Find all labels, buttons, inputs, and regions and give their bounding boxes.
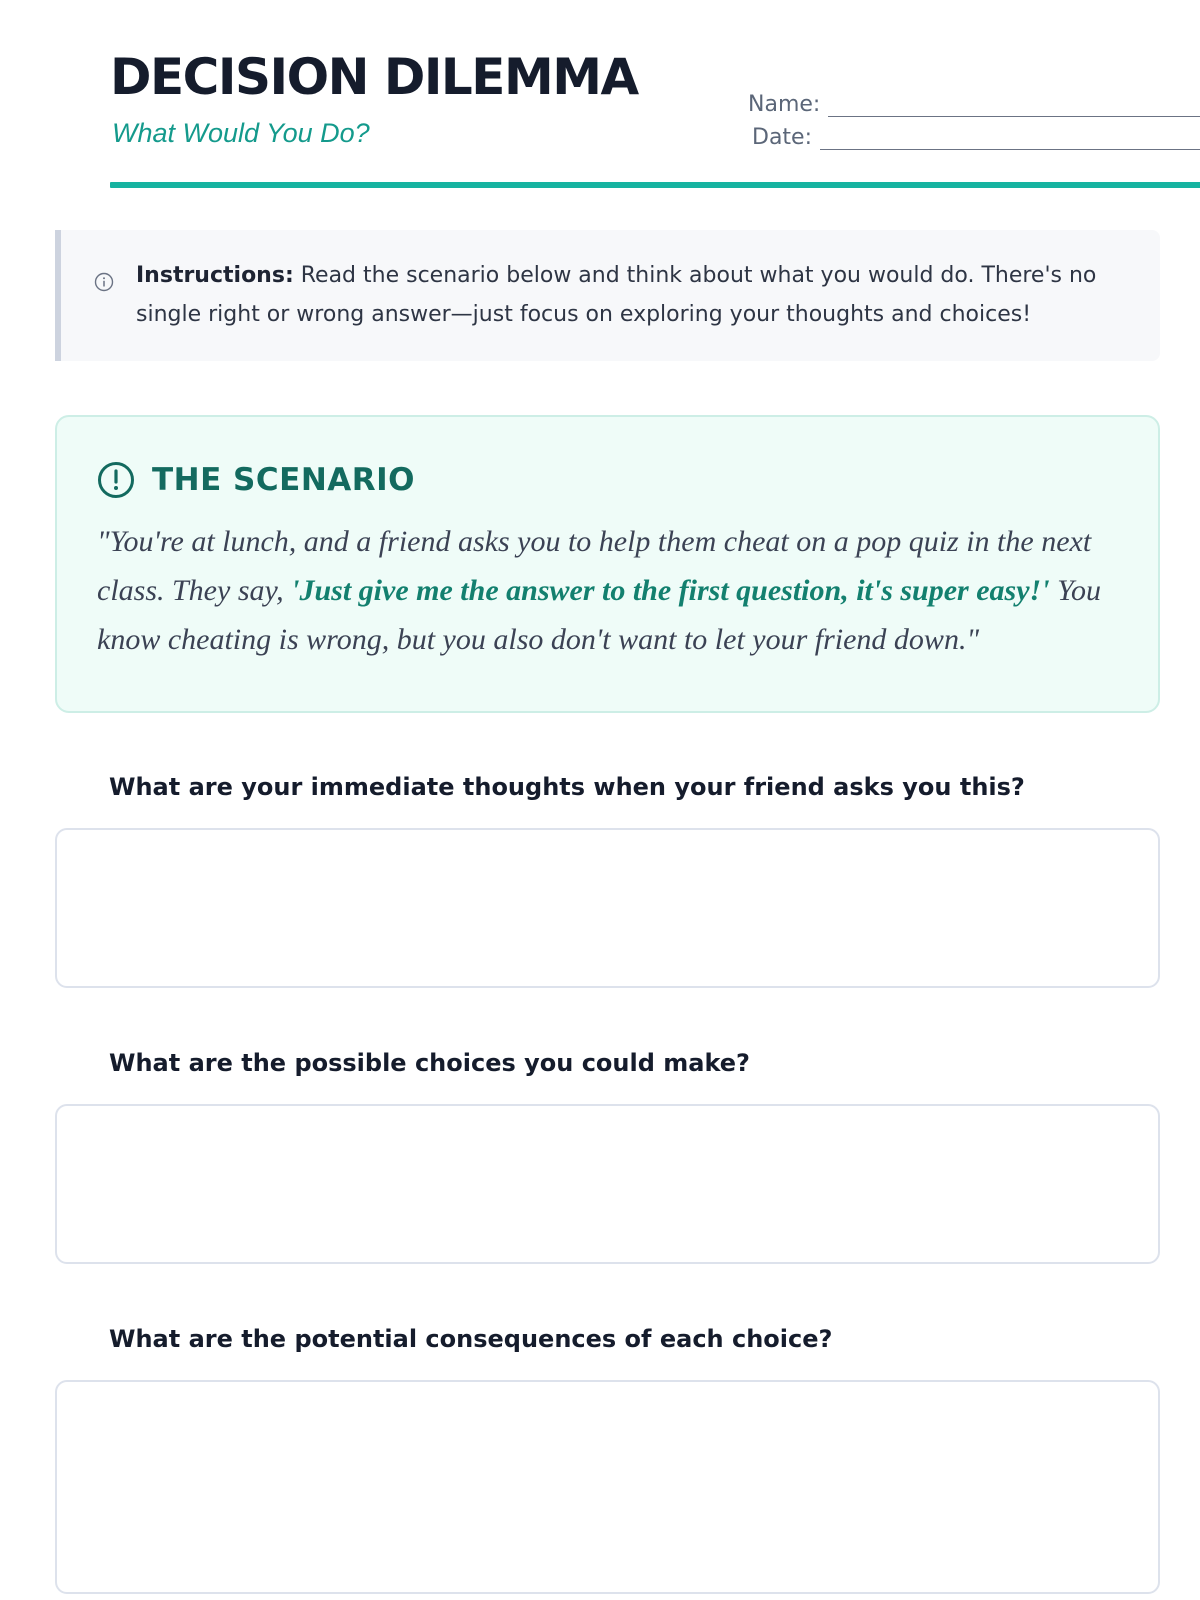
header-divider [110,182,1200,188]
question-3-answer-box[interactable] [55,1380,1160,1594]
date-field[interactable] [752,125,1200,150]
scenario-quote: 'Just give me the answer to the first question, it's super easy!' [291,574,1050,607]
question-3-prompt: What are the potential consequences of each choice? [109,1325,833,1353]
info-icon [94,272,114,292]
page-title: DECISION DILEMMA [110,48,638,106]
instructions-box [55,230,1160,361]
name-line[interactable] [828,97,1200,117]
name-label: Name: [748,92,821,117]
instructions-label: Instructions: [136,263,294,288]
question-2-prompt: What are the possible choices you could make? [109,1049,750,1077]
alert-circle-icon [97,461,135,499]
worksheet-header [55,0,1145,188]
scenario-card [55,415,1160,713]
scenario-title: THE SCENARIO [152,462,416,498]
scenario-text-before: "You're at lunch, and a friend asks you to help them cheat on a pop quiz in the next class. They say, [97,525,1092,607]
question-1-answer-box[interactable] [55,828,1160,988]
page-subtitle: What Would You Do? [112,118,370,148]
question-1-prompt: What are your immediate thoughts when your friend asks you this? [109,773,1025,801]
question-2-answer-box[interactable] [55,1104,1160,1264]
name-field[interactable] [748,92,1200,117]
instructions-text [136,256,1126,334]
instructions-body: Read the scenario below and think about what you would do. There's no single right or wrong answer—just focus on exploring your thoughts and choices! [136,263,1097,327]
scenario-text [97,517,1127,664]
date-line[interactable] [820,130,1200,150]
scenario-text-after: You know cheating is wrong, but you also don't want to let your friend down." [97,574,1101,656]
date-label: Date: [752,125,812,150]
